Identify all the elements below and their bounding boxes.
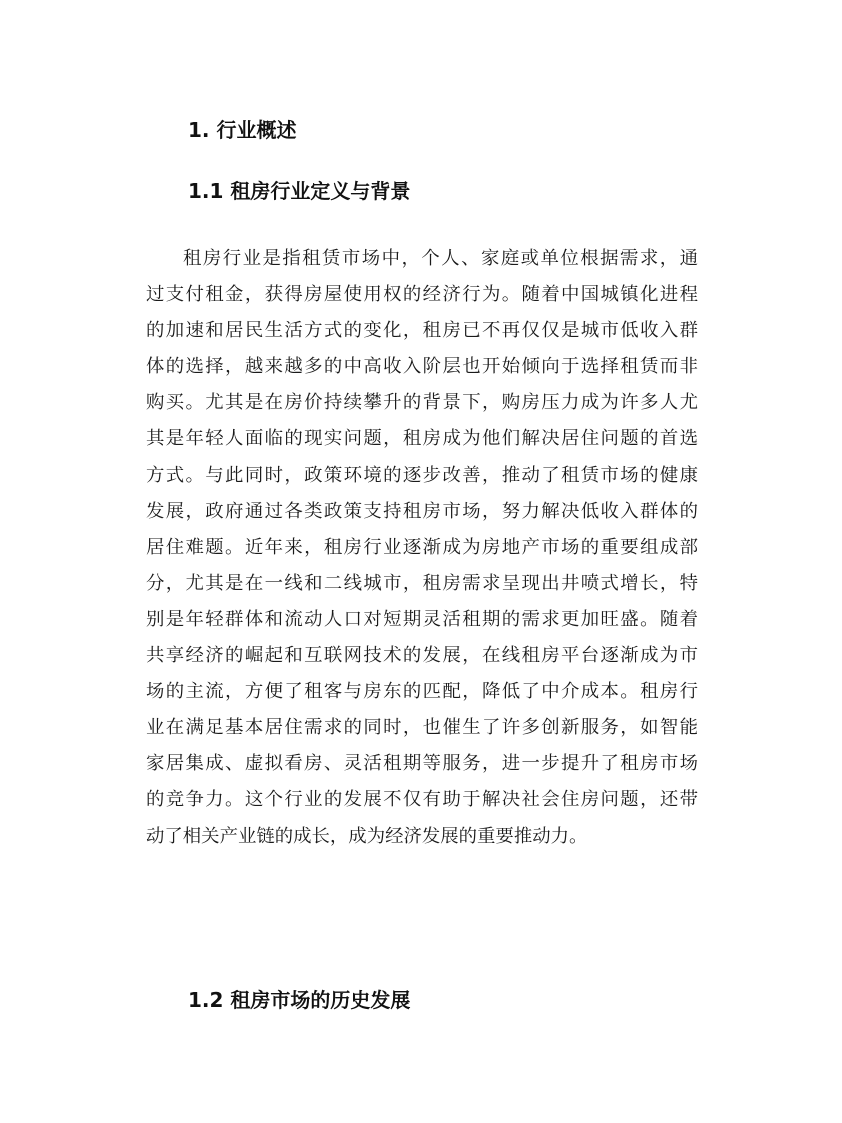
- paragraph-line: 购买。尤其是在房价持续攀升的背景下，购房压力成为许多人尤: [146, 392, 698, 414]
- paragraph-line: 的加速和居民生活方式的变化，租房已不再仅仅是城市低收入群: [146, 320, 698, 342]
- paragraph-line: 其是年轻人面临的现实问题，租房成为他们解决居住问题的首选: [146, 428, 698, 450]
- subsection-heading-1-2: 1.2 租房市场的历史发展: [188, 988, 411, 1012]
- paragraph-line: 租房行业是指租赁市场中，个人、家庭或单位根据需求，通: [183, 248, 698, 269]
- paragraph-line: 的竞争力。这个行业的发展不仅有助于解决社会住房问题，还带: [146, 789, 698, 811]
- paragraph-line: 过支付租金，获得房屋使用权的经济行为。随着中国城镇化进程: [146, 284, 698, 306]
- paragraph-line: 发展，政府通过各类政策支持租房市场，努力解决低收入群体的: [146, 500, 698, 522]
- paragraph-line: 方式。与此同时，政策环境的逐步改善，推动了租赁市场的健康: [146, 464, 698, 486]
- paragraph-line: 业在满足基本居住需求的同时，也催生了许多创新服务，如智能: [146, 717, 698, 739]
- section-heading-1: 1. 行业概述: [188, 118, 297, 142]
- paragraph-line: 别是年轻群体和流动人口对短期灵活租期的需求更加旺盛。随着: [146, 608, 698, 630]
- paragraph-line: 体的选择，越来越多的中高收入阶层也开始倾向于选择租赁而非: [146, 356, 698, 378]
- paragraph-line: 居住难题。近年来，租房行业逐渐成为房地产市场的重要组成部: [146, 536, 698, 558]
- paragraph-line: 家居集成、虚拟看房、灵活租期等服务，进一步提升了租房市场: [146, 753, 698, 775]
- paragraph-line: 动了相关产业链的成长，成为经济发展的重要推动力。: [146, 825, 588, 847]
- paragraph-line: 共享经济的崛起和互联网技术的发展，在线租房平台逐渐成为市: [146, 645, 698, 667]
- subsection-heading-1-1: 1.1 租房行业定义与背景: [188, 179, 411, 203]
- body-paragraph: [146, 241, 698, 855]
- paragraph-line: 场的主流，方便了租客与房东的匹配，降低了中介成本。租房行: [146, 681, 698, 703]
- paragraph-line: 分，尤其是在一线和二线城市，租房需求呈现出井喷式增长，特: [146, 572, 698, 594]
